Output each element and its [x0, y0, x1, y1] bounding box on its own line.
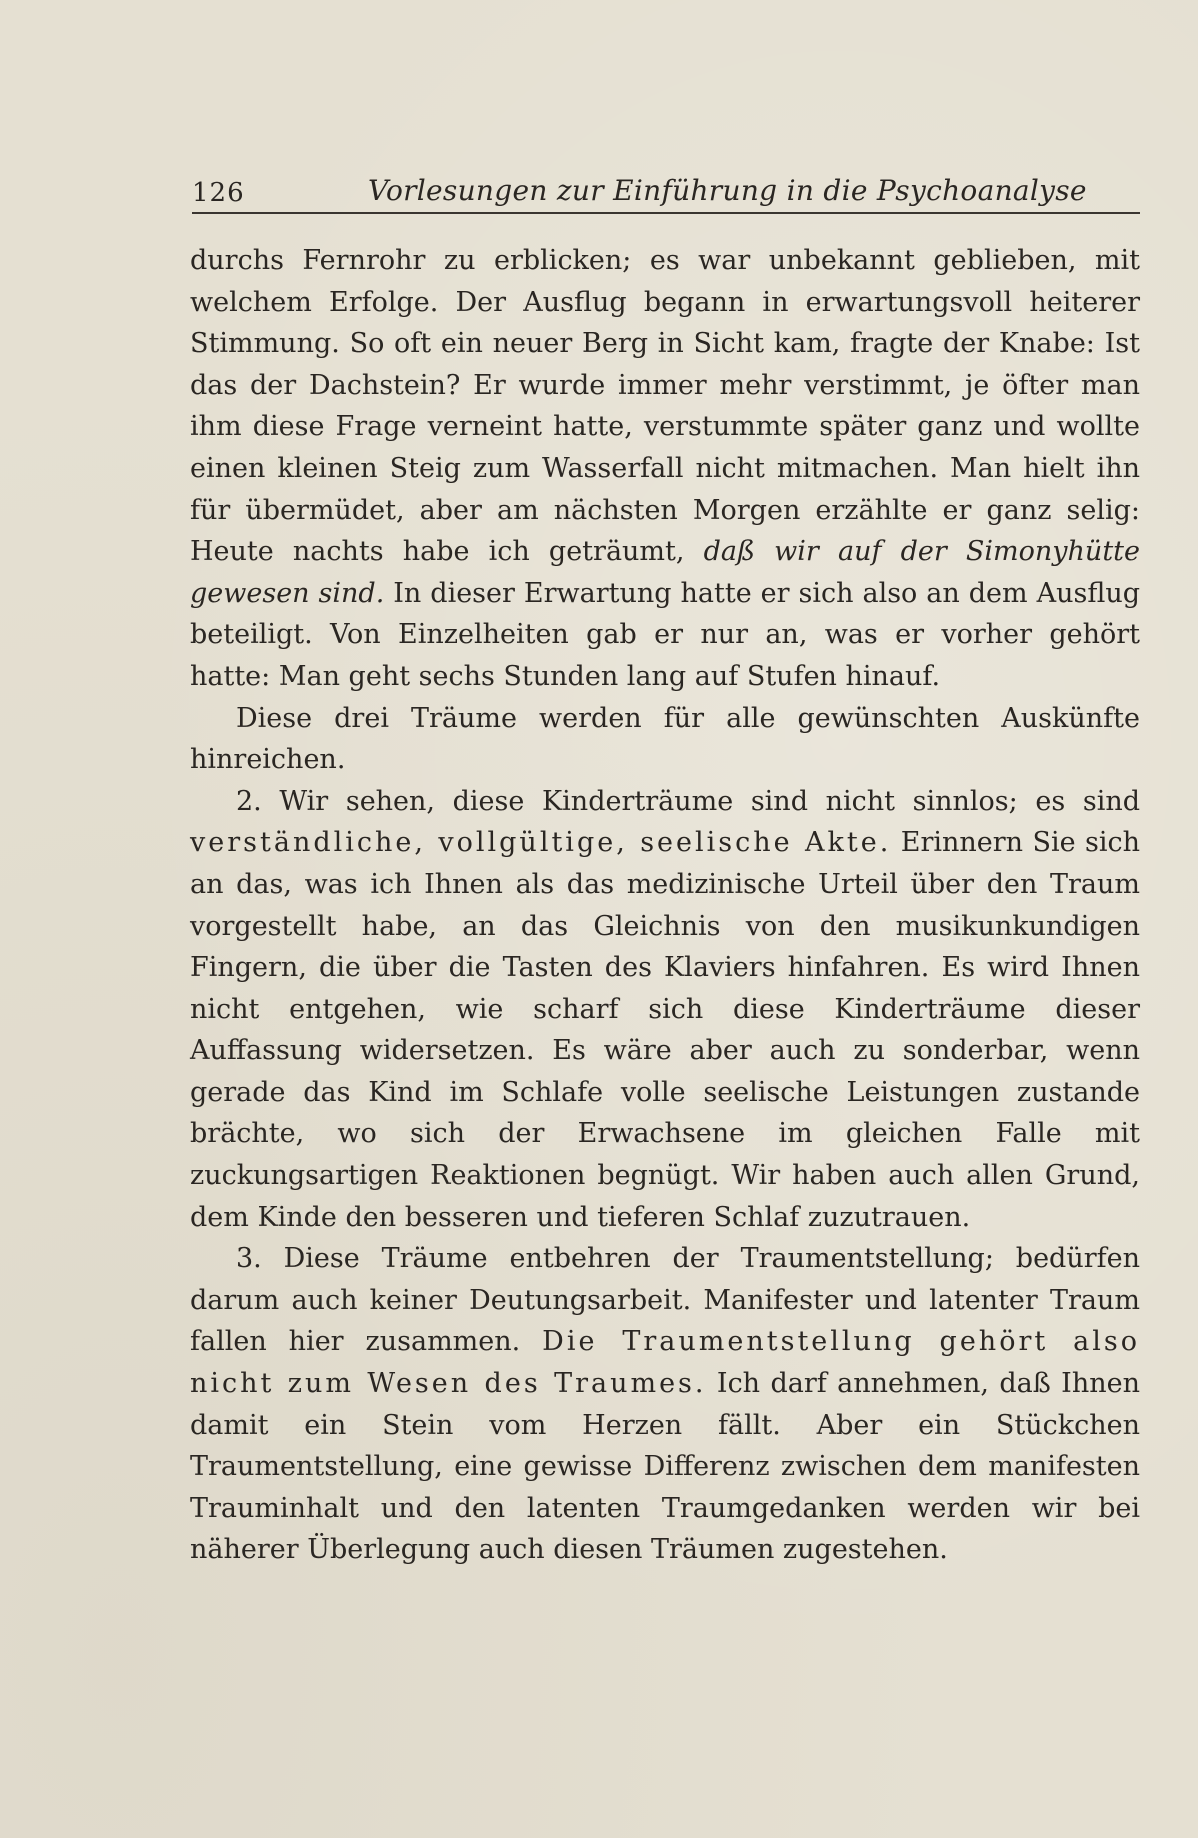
emphasis-spaced: verständliche, vollgültige, seelische Akte.	[190, 827, 892, 859]
paragraph-text: durchs Fernrohr zu erblicken; es war unbekannt geblieben, mit welchem Erfolge. Der Ausflug begann in erwartungsvoll heiterer Stimmung. So oft ein neuer Berg in Sicht kam, fragte der Knabe: Ist das der Dachstein? Er wurde immer mehr verstimmt, je öfter man ihm diese Frage verneint hatte, verstummte später ganz und wollte einen kleinen Steig zum Wasserfall nicht mitmachen. Man hielt ihn für übermüdet, aber am nächsten Morgen erzählte er ganz selig: Heute nachts habe ich geträumt,	[190, 245, 1140, 568]
paragraph-text: In dieser Erwartung hatte er sich also an dem Ausflug beteiligt. Von Einzelheiten gab er nur an, was er vorher gehört hatte: Man geht sechs Stunden lang auf Stufen hinauf.	[190, 577, 1140, 692]
running-title: Vorlesungen zur Einführung in die Psychoanalyse	[368, 174, 1087, 207]
emphasis-spaced: Die Traumentstellung gehört also nicht zum Wesen des Traumes.	[190, 1326, 1140, 1400]
page-header	[192, 172, 1140, 212]
paragraph-point-2	[190, 781, 1140, 1239]
paragraph-text: 3. Diese Träume entbehren der Traumentstellung; bedürfen darum auch keiner Deutungsarbeit. Manifester und latenter Traum fallen hier zusammen.	[190, 1243, 1140, 1358]
paragraph-text: Ich darf annehmen, daß Ihnen damit ein Stein vom Herzen fällt. Aber ein Stückchen Traumentstellung, eine gewisse Differenz zwischen dem manifesten Trauminhalt und den latenten Traumgedanken werden wir bei näherer Überlegung auch diesen Träumen zugestehen.	[190, 1368, 1140, 1566]
paragraph-text: Diese drei Träume werden für alle gewünschten Auskünfte hinreichen.	[190, 702, 1140, 776]
paragraph-text: 2. Wir sehen, diese Kinderträume sind nicht sinnlos; es sind	[236, 785, 1140, 817]
paragraph-continuation	[190, 240, 1140, 698]
paragraph-point-3	[190, 1238, 1140, 1571]
header-rule	[192, 212, 1140, 214]
paragraph-text: Erinnern Sie sich an das, was ich Ihnen als das medizinische Urteil über den Traum vorgestellt habe, an das Gleichnis von den musikunkundigen Fingern, die über die Tasten des Klaviers hinfahren. Es wird Ihnen nicht entgehen, wie scharf sich diese Kinderträume dieser Auffassung widersetzen. Es wäre aber auch zu sonderbar, wenn gerade das Kind im Schlafe volle seelische Leistungen zustande brächte, wo sich der Erwachsene im gleichen Falle mit zuckungsartigen Reaktionen begnügt. Wir haben auch allen Grund, dem Kinde den besseren und tieferen Schlaf zuzutrauen.	[190, 827, 1140, 1233]
italic-dream-quote: daß wir auf der Simonyhütte gewesen sind.	[190, 536, 1140, 609]
body-text	[190, 240, 1140, 1571]
page-number: 126	[192, 178, 245, 208]
paragraph	[190, 698, 1140, 781]
